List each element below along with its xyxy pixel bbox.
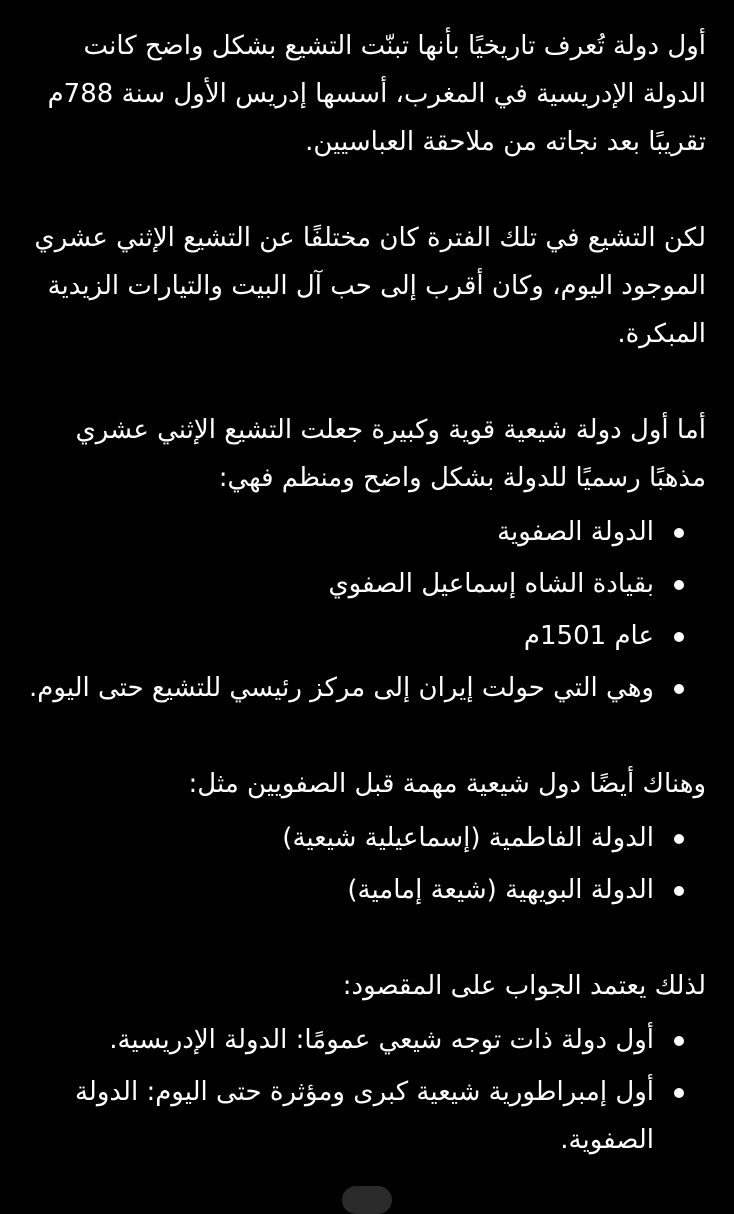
safavid-facts-list <box>24 508 706 712</box>
list-item <box>24 664 706 712</box>
list-item-text: وهي التي حولت إيران إلى مركز رئيسي للتشيع حتى اليوم. <box>28 673 654 703</box>
list-item-text: أول إمبراطورية شيعية كبرى ومؤثرة حتى اليوم: الدولة الصفوية. <box>74 1077 654 1155</box>
list-item-text: الدولة البويهية (شيعة إمامية) <box>347 875 654 905</box>
list-item-text: الدولة الصفوية <box>497 517 654 547</box>
paragraph-other-states-intro: وهناك أيضًا دول شيعية مهمة قبل الصفويين مثل: <box>188 769 706 799</box>
list-item-text: الدولة الفاطمية (إسماعيلية شيعية) <box>282 823 654 853</box>
bullet-dot-icon <box>674 684 684 694</box>
paragraph-idrisid-intro: أول دولة تُعرف تاريخيًا بأنها تبنّت التشيع بشكل واضح كانت الدولة الإدريسية في المغرب، أسسها إدريس الأول سنة 788م تقريبًا بعد نجاته من ملاحقة العباسيين. <box>47 31 706 157</box>
list-item <box>24 1068 706 1164</box>
list-item <box>24 1016 706 1064</box>
list-item <box>24 866 706 914</box>
list-item <box>24 814 706 862</box>
list-item <box>24 612 706 660</box>
list-item-text: بقيادة الشاه إسماعيل الصفوي <box>328 569 654 599</box>
bullet-dot-icon <box>674 632 684 642</box>
bullet-dot-icon <box>674 886 684 896</box>
list-item-text: أول دولة ذات توجه شيعي عمومًا: الدولة الإدريسية. <box>109 1025 654 1055</box>
list-item <box>24 560 706 608</box>
bullet-dot-icon <box>674 580 684 590</box>
bullet-dot-icon <box>674 1088 684 1098</box>
other-states-list <box>24 814 706 914</box>
paragraph-safavid-intro: أما أول دولة شيعية قوية وكبيرة جعلت التشيع الإثني عشري مذهبًا رسميًا للدولة بشكل واضح ومنظم فهي: <box>75 415 706 493</box>
list-item-text: عام 1501م <box>523 621 654 651</box>
bullet-dot-icon <box>674 834 684 844</box>
paragraph-conclusion-intro: لذلك يعتمد الجواب على المقصود: <box>342 971 706 1001</box>
list-item <box>24 508 706 556</box>
chat-message-body <box>24 22 706 1168</box>
bullet-dot-icon <box>674 528 684 538</box>
scroll-to-bottom-button[interactable] <box>342 1186 392 1214</box>
paragraph-early-shiism: لكن التشيع في تلك الفترة كان مختلفًا عن التشيع الإثني عشري الموجود اليوم، وكان أقرب إلى حب آل البيت والتيارات الزيدية المبكرة. <box>34 223 706 349</box>
bullet-dot-icon <box>674 1036 684 1046</box>
conclusion-list <box>24 1016 706 1164</box>
